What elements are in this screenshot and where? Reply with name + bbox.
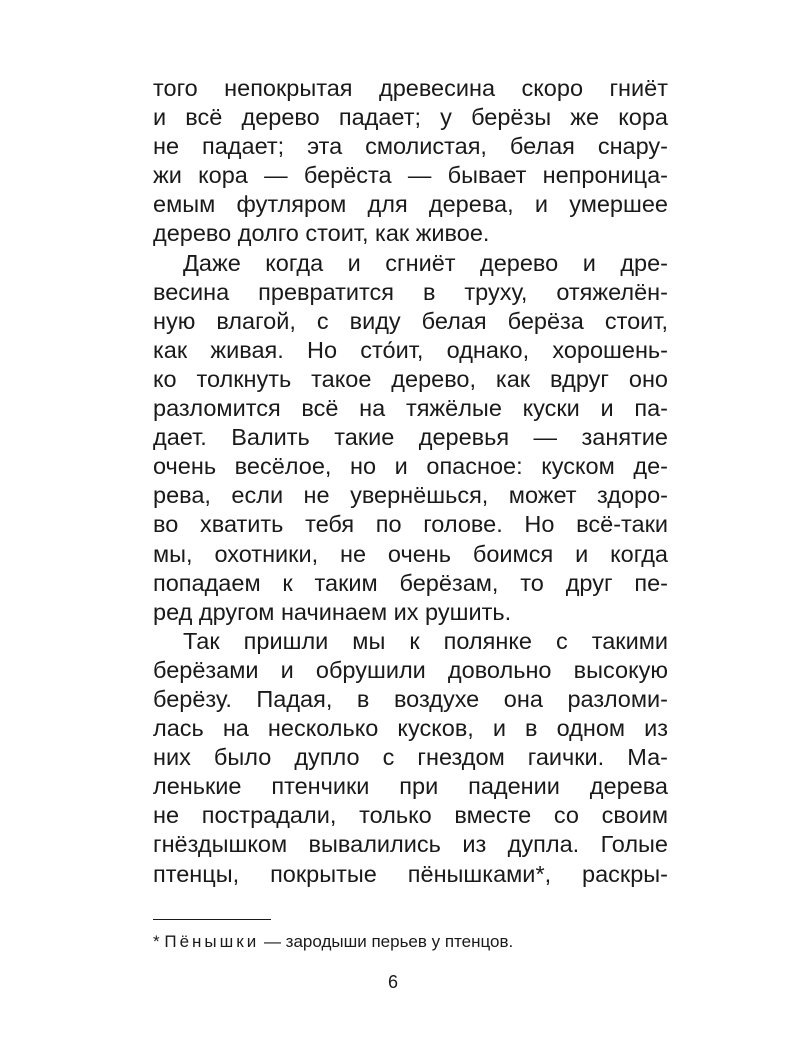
text-line: дерево долго стоит, как живое. xyxy=(153,220,490,247)
footnote-definition: — зародыши перьев у птенцов. xyxy=(263,932,514,951)
footnote-divider xyxy=(153,919,271,920)
text-line: дает. Валить такие деревья — занятие xyxy=(153,424,668,451)
text-line: и всё дерево падает; у берёзы же кора xyxy=(153,104,668,131)
footnote-term: Пёнышки xyxy=(164,932,260,951)
text-line: того непокрытая древесина скоро гниёт xyxy=(153,75,668,101)
text-line: разломится всё на тяжёлые куски и па- xyxy=(153,395,668,422)
text-line: ную влагой, с виду белая берёза стоит, xyxy=(153,307,668,334)
text-line: как живая. Но сто́ит, однако, хорошень- xyxy=(153,336,668,363)
text-line: рева, если не увернёшься, может здоро- xyxy=(153,482,668,509)
paragraph-start-line: Даже когда и сгниёт дерево и дре- xyxy=(183,249,668,276)
text-line: весина превратится в труху, отяжелён- xyxy=(153,278,668,305)
text-line: ленькие птенчики при падении дерева xyxy=(153,773,668,800)
footnote xyxy=(153,930,668,954)
text-line: лась на несколько кусков, и в одном из xyxy=(153,715,668,742)
text-line: них было дупло с гнездом гаички. Ма- xyxy=(153,744,668,771)
text-line: ко толкнуть такое дерево, как вдруг оно xyxy=(153,365,668,392)
text-line: во хватить тебя по голове. Но всё-таки xyxy=(153,511,668,538)
text-line: попадаем к таким берёзам, то друг пе- xyxy=(153,569,668,596)
paragraph-start-line: Так пришли мы к полянке с такими xyxy=(183,627,668,654)
text-line: не пострадали, только вместе со своим xyxy=(153,802,668,829)
text-line: птенцы, покрытые пёнышками*, раскры- xyxy=(153,860,668,887)
body-text xyxy=(153,74,668,889)
text-line: не падает; эта смолистая, белая снару- xyxy=(153,133,668,160)
page-number: 6 xyxy=(387,972,398,992)
footnote-marker: * xyxy=(153,932,160,951)
text-line: берёзами и обрушили довольно высокую xyxy=(153,656,668,683)
text-line: гнёздышком вывалились из дупла. Голые xyxy=(153,831,668,858)
text-line: берёзу. Падая, в воздухе она разломи- xyxy=(153,685,668,712)
text-line: мы, охотники, не очень боимся и когда xyxy=(153,540,668,567)
text-line: очень весёлое, но и опасное: куском де- xyxy=(153,453,668,480)
text-line: ред другом начинаем их рушить. xyxy=(153,598,512,625)
text-line: жи кора — берёста — бывает непроница- xyxy=(153,162,668,189)
text-line: емым футляром для дерева, и умершее xyxy=(153,191,668,218)
